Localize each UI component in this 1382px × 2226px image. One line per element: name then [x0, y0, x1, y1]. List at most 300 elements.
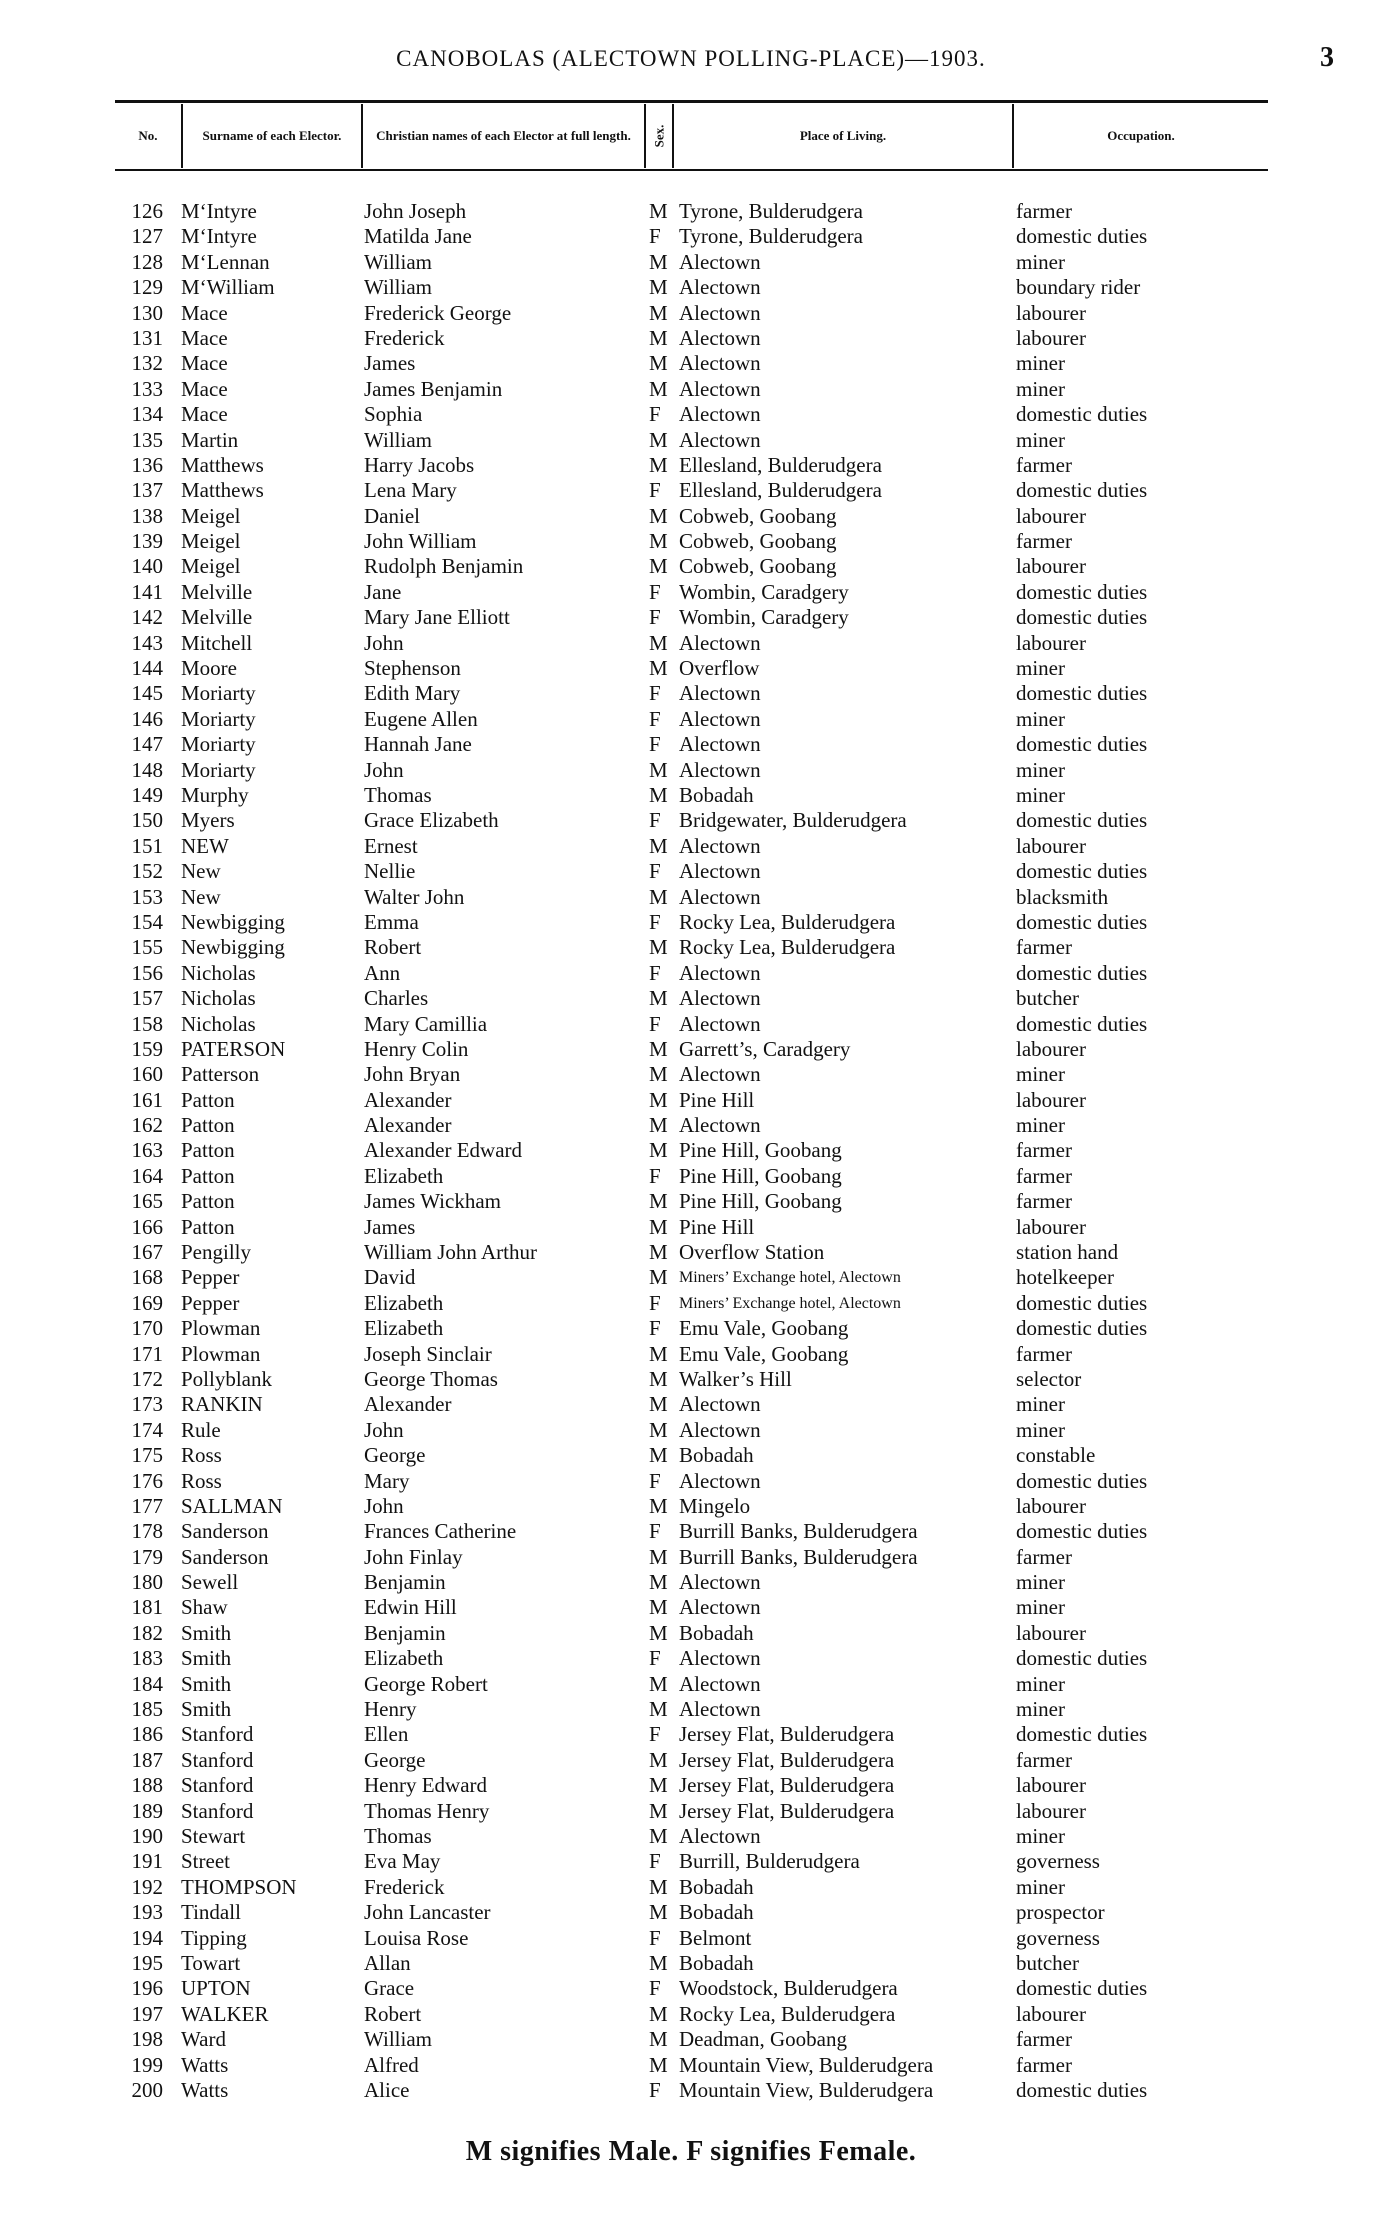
cell-christian-names: Harry Jacobs: [364, 452, 475, 477]
cell-no: 195: [131, 1950, 163, 1975]
column-header-place: Place of Living.: [674, 104, 1014, 168]
cell-occupation: labourer: [1016, 325, 1086, 350]
cell-occupation: domestic duties: [1016, 859, 1148, 884]
cell-sex: M: [649, 199, 668, 223]
cell-no: 145: [131, 681, 163, 706]
cell-christian-names: Louisa Rose: [364, 1925, 469, 1950]
cell-place: Jersey Flat, Bulderudgera: [679, 1773, 895, 1798]
cell-christian-names: Walter John: [364, 884, 465, 909]
cell-surname: Patton: [181, 1113, 235, 1138]
cell-no: 150: [131, 808, 163, 833]
cell-occupation: labourer: [1016, 1493, 1086, 1518]
cell-place: Mingelo: [679, 1493, 751, 1518]
cell-no: 130: [131, 300, 163, 325]
cell-sex: M: [649, 1697, 668, 1722]
cell-surname: Rule: [181, 1417, 221, 1442]
cell-no: 189: [131, 1798, 163, 1823]
cell-occupation: miner: [1016, 1570, 1065, 1595]
cell-no: 184: [131, 1671, 163, 1696]
cell-surname: Mace: [181, 376, 228, 401]
cell-surname: Newbigging: [181, 909, 285, 934]
cell-no: 157: [131, 986, 163, 1011]
table-row: [0, 986, 1382, 1011]
cell-sex: M: [649, 1671, 668, 1696]
cell-christian-names: Joseph Sinclair: [364, 1341, 492, 1366]
table-row: [0, 859, 1382, 884]
cell-christian-names: Nellie: [364, 859, 416, 884]
cell-occupation: domestic duties: [1016, 808, 1148, 833]
cell-surname: Stanford: [181, 1798, 254, 1823]
cell-occupation: farmer: [1016, 452, 1072, 477]
cell-christian-names: Alexander: [364, 1392, 452, 1417]
cell-occupation: governess: [1016, 1925, 1100, 1950]
cell-no: 159: [131, 1036, 163, 1061]
cell-christian-names: Lena Mary: [364, 478, 457, 503]
table-row: [0, 504, 1382, 529]
cell-occupation: prospector: [1016, 1900, 1105, 1925]
cell-sex: F: [649, 224, 661, 249]
cell-sex: F: [649, 859, 661, 884]
cell-surname: Moriarty: [181, 706, 256, 731]
table-row: [0, 1672, 1382, 1697]
cell-occupation: labourer: [1016, 1087, 1086, 1112]
cell-no: 186: [131, 1722, 163, 1747]
cell-christian-names: Emma: [364, 909, 419, 934]
cell-surname: Stewart: [181, 1824, 246, 1848]
cell-sex: M: [649, 1265, 668, 1290]
cell-place: Cobweb, Goobang: [679, 503, 837, 528]
table-row: [0, 1595, 1382, 1620]
cell-sex: F: [649, 1519, 661, 1544]
cell-sex: F: [649, 1468, 661, 1493]
cell-place: Burrill Banks, Bulderudgera: [679, 1519, 918, 1544]
table-row: [0, 935, 1382, 960]
cell-sex: M: [649, 1773, 668, 1798]
cell-christian-names: Charles: [364, 986, 429, 1011]
cell-christian-names: Thomas Henry: [364, 1798, 490, 1823]
cell-sex: M: [649, 1214, 668, 1239]
cell-place: Cobweb, Goobang: [679, 529, 837, 554]
cell-christian-names: Alice: [364, 2077, 410, 2102]
table-row: [0, 1494, 1382, 1519]
cell-place: Woodstock, Bulderudgera: [679, 1976, 898, 2001]
cell-christian-names: John Finlay: [364, 1544, 463, 1569]
elector-list: [0, 199, 1382, 2103]
table-row: [0, 554, 1382, 579]
cell-sex: M: [649, 2001, 668, 2026]
cell-christian-names: Ellen: [364, 1722, 409, 1747]
cell-occupation: domestic duties: [1016, 909, 1148, 934]
cell-place: Miners’ Exchange hotel, Alectown: [679, 1294, 901, 1312]
cell-place: Alectown: [679, 681, 761, 706]
cell-sex: M: [649, 1798, 668, 1823]
cell-place: Alectown: [679, 757, 761, 782]
cell-no: 174: [131, 1417, 163, 1442]
cell-occupation: miner: [1016, 1062, 1065, 1087]
cell-surname: Melville: [181, 605, 253, 630]
cell-christian-names: Robert: [364, 935, 422, 960]
cell-no: 175: [131, 1443, 163, 1468]
cell-surname: M‘Intyre: [181, 199, 257, 223]
cell-place: Alectown: [679, 1570, 761, 1595]
cell-place: Emu Vale, Goobang: [679, 1341, 849, 1366]
cell-occupation: domestic duties: [1016, 1646, 1148, 1671]
cell-surname: Ward: [181, 2027, 226, 2052]
cell-christian-names: John Lancaster: [364, 1900, 491, 1925]
cell-christian-names: Robert: [364, 2001, 422, 2026]
cell-sex: M: [649, 1824, 668, 1848]
cell-no: 153: [131, 884, 163, 909]
cell-christian-names: John: [364, 630, 404, 655]
cell-no: 182: [131, 1620, 163, 1645]
cell-no: 165: [131, 1189, 163, 1214]
cell-occupation: farmer: [1016, 199, 1072, 223]
cell-sex: M: [649, 782, 668, 807]
cell-surname: Matthews: [181, 478, 264, 503]
cell-place: Bobadah: [679, 1900, 754, 1925]
cell-no: 148: [131, 757, 163, 782]
cell-surname: Patton: [181, 1214, 235, 1239]
cell-surname: Stanford: [181, 1722, 254, 1747]
table-row: [0, 580, 1382, 605]
cell-sex: F: [649, 960, 661, 985]
cell-surname: Martin: [181, 427, 239, 452]
cell-place: Miners’ Exchange hotel, Alectown: [679, 1269, 901, 1287]
cell-surname: Stanford: [181, 1747, 254, 1772]
cell-no: 176: [131, 1468, 163, 1493]
cell-christian-names: James Wickham: [364, 1189, 501, 1214]
cell-sex: M: [649, 833, 668, 858]
cell-sex: F: [649, 1316, 661, 1341]
cell-no: 155: [131, 935, 163, 960]
cell-sex: F: [649, 1849, 661, 1874]
cell-occupation: butcher: [1016, 1950, 1079, 1975]
table-row: [0, 428, 1382, 453]
cell-occupation: miner: [1016, 1417, 1065, 1442]
cell-sex: M: [649, 503, 668, 528]
cell-christian-names: Thomas: [364, 782, 432, 807]
cell-occupation: labourer: [1016, 833, 1086, 858]
cell-christian-names: Elizabeth: [364, 1646, 444, 1671]
cell-occupation: miner: [1016, 427, 1065, 452]
cell-surname: Towart: [181, 1950, 241, 1975]
cell-surname: Watts: [181, 2077, 229, 2102]
cell-no: 171: [131, 1341, 163, 1366]
cell-occupation: miner: [1016, 1392, 1065, 1417]
cell-sex: M: [649, 1747, 668, 1772]
cell-christian-names: Edwin Hill: [364, 1595, 457, 1620]
cell-occupation: labourer: [1016, 503, 1086, 528]
cell-sex: M: [649, 986, 668, 1011]
cell-no: 152: [131, 859, 163, 884]
cell-sex: M: [649, 1443, 668, 1468]
cell-sex: F: [649, 1290, 661, 1315]
cell-no: 183: [131, 1646, 163, 1671]
cell-place: Alectown: [679, 1671, 761, 1696]
table-row: [0, 1697, 1382, 1722]
cell-no: 190: [131, 1824, 163, 1848]
header-top-rule: [115, 100, 1268, 103]
cell-sex: M: [649, 1874, 668, 1899]
cell-surname: Ross: [181, 1443, 222, 1468]
cell-place: Rocky Lea, Bulderudgera: [679, 909, 896, 934]
cell-sex: M: [649, 884, 668, 909]
cell-no: 135: [131, 427, 163, 452]
cell-surname: M‘Lennan: [181, 249, 270, 274]
cell-surname: Pollyblank: [181, 1366, 273, 1391]
table-row: [0, 1088, 1382, 1113]
cell-occupation: farmer: [1016, 1138, 1072, 1163]
cell-no: 131: [131, 325, 163, 350]
cell-place: Tyrone, Bulderudgera: [679, 224, 863, 249]
table-row: [0, 1748, 1382, 1773]
cell-sex: F: [649, 478, 661, 503]
cell-occupation: miner: [1016, 1113, 1065, 1138]
cell-surname: M‘William: [181, 275, 275, 300]
cell-christian-names: William: [364, 275, 432, 300]
cell-place: Alectown: [679, 884, 761, 909]
cell-occupation: farmer: [1016, 1544, 1072, 1569]
cell-sex: M: [649, 1544, 668, 1569]
table-row: [0, 605, 1382, 630]
cell-christian-names: Elizabeth: [364, 1316, 444, 1341]
cell-place: Rocky Lea, Bulderudgera: [679, 935, 896, 960]
cell-christian-names: Alexander: [364, 1087, 452, 1112]
table-row: [0, 1189, 1382, 1214]
column-header-surname: Surname of each Elector.: [183, 104, 363, 168]
cell-place: Bobadah: [679, 1443, 754, 1468]
cell-sex: M: [649, 529, 668, 554]
cell-sex: F: [649, 1011, 661, 1036]
cell-occupation: labourer: [1016, 2001, 1086, 2026]
cell-surname: WALKER: [181, 2001, 269, 2026]
cell-place: Alectown: [679, 300, 761, 325]
cell-occupation: domestic duties: [1016, 1011, 1148, 1036]
table-row: [0, 1849, 1382, 1874]
cell-occupation: boundary rider: [1016, 275, 1141, 300]
cell-surname: Smith: [181, 1697, 232, 1722]
cell-occupation: domestic duties: [1016, 579, 1148, 604]
cell-christian-names: William: [364, 427, 432, 452]
cell-occupation: labourer: [1016, 1214, 1086, 1239]
table-row: [0, 275, 1382, 300]
cell-no: 173: [131, 1392, 163, 1417]
page-number: 3: [1320, 42, 1334, 73]
cell-place: Bobadah: [679, 1620, 754, 1645]
cell-no: 132: [131, 351, 163, 376]
cell-christian-names: Frederick: [364, 1874, 445, 1899]
table-row: [0, 250, 1382, 275]
cell-surname: Meigel: [181, 529, 241, 554]
cell-surname: Smith: [181, 1671, 232, 1696]
cell-surname: Patton: [181, 1189, 235, 1214]
cell-surname: Plowman: [181, 1316, 261, 1341]
cell-occupation: farmer: [1016, 2027, 1072, 2052]
table-row: [0, 1900, 1382, 1925]
cell-no: 141: [131, 579, 163, 604]
cell-surname: Mace: [181, 402, 228, 427]
table-row: [0, 631, 1382, 656]
cell-no: 139: [131, 529, 163, 554]
cell-christian-names: Stephenson: [364, 656, 461, 681]
cell-no: 185: [131, 1697, 163, 1722]
cell-place: Pine Hill, Goobang: [679, 1163, 842, 1188]
cell-place: Alectown: [679, 1824, 761, 1848]
cell-christian-names: John: [364, 1417, 404, 1442]
cell-no: 168: [131, 1265, 163, 1290]
table-row: [0, 2053, 1382, 2078]
cell-sex: M: [649, 2052, 668, 2077]
table-row: [0, 910, 1382, 935]
cell-occupation: selector: [1016, 1366, 1082, 1391]
table-row: [0, 885, 1382, 910]
table-row: [0, 1722, 1382, 1747]
cell-christian-names: Matilda Jane: [364, 224, 472, 249]
column-header-occupation: Occupation.: [1107, 128, 1175, 143]
cell-occupation: farmer: [1016, 1341, 1072, 1366]
cell-place: Jersey Flat, Bulderudgera: [679, 1722, 895, 1747]
cell-no: 200: [131, 2077, 163, 2102]
table-row: [0, 1824, 1382, 1849]
cell-no: 158: [131, 1011, 163, 1036]
cell-sex: M: [649, 757, 668, 782]
cell-occupation: domestic duties: [1016, 1519, 1148, 1544]
cell-occupation: domestic duties: [1016, 1468, 1148, 1493]
cell-surname: Tindall: [181, 1900, 241, 1925]
cell-place: Burrill Banks, Bulderudgera: [679, 1544, 918, 1569]
cell-surname: RANKIN: [181, 1392, 263, 1417]
cell-place: Alectown: [679, 249, 761, 274]
table-row: [0, 402, 1382, 427]
cell-surname: Patton: [181, 1138, 235, 1163]
table-row: [0, 453, 1382, 478]
cell-surname: Pepper: [181, 1265, 240, 1290]
cell-place: Alectown: [679, 1417, 761, 1442]
table-row: [0, 707, 1382, 732]
cell-sex: M: [649, 1138, 668, 1163]
cell-occupation: labourer: [1016, 300, 1086, 325]
cell-christian-names: James Benjamin: [364, 376, 503, 401]
cell-occupation: domestic duties: [1016, 732, 1148, 757]
cell-no: 193: [131, 1900, 163, 1925]
cell-occupation: miner: [1016, 376, 1065, 401]
cell-no: 134: [131, 402, 163, 427]
cell-occupation: miner: [1016, 1874, 1065, 1899]
table-row: [0, 1926, 1382, 1951]
table-row: [0, 326, 1382, 351]
cell-surname: Pepper: [181, 1290, 240, 1315]
cell-no: 163: [131, 1138, 163, 1163]
table-row: [0, 529, 1382, 554]
cell-place: Wombin, Caradgery: [679, 605, 849, 630]
cell-place: Alectown: [679, 732, 761, 757]
cell-place: Bobadah: [679, 782, 754, 807]
table-row: [0, 961, 1382, 986]
cell-place: Mountain View, Bulderudgera: [679, 2077, 934, 2102]
table-row: [0, 1621, 1382, 1646]
cell-place: Alectown: [679, 1595, 761, 1620]
cell-place: Alectown: [679, 1392, 761, 1417]
cell-christian-names: Thomas: [364, 1824, 432, 1848]
column-header-no: No.: [115, 104, 183, 168]
cell-occupation: constable: [1016, 1443, 1096, 1468]
cell-surname: Melville: [181, 579, 253, 604]
cell-no: 133: [131, 376, 163, 401]
cell-surname: Mitchell: [181, 630, 253, 655]
cell-sex: M: [649, 1366, 668, 1391]
cell-no: 156: [131, 960, 163, 985]
cell-sex: M: [649, 1392, 668, 1417]
cell-place: Alectown: [679, 706, 761, 731]
cell-christian-names: Rudolph Benjamin: [364, 554, 524, 579]
cell-no: 196: [131, 1976, 163, 2001]
cell-place: Alectown: [679, 1646, 761, 1671]
cell-no: 187: [131, 1747, 163, 1772]
cell-christian-names: George: [364, 1443, 426, 1468]
cell-sex: M: [649, 1595, 668, 1620]
cell-surname: Myers: [181, 808, 235, 833]
table-row: [0, 1291, 1382, 1316]
cell-no: 180: [131, 1570, 163, 1595]
cell-surname: Smith: [181, 1646, 232, 1671]
cell-sex: F: [649, 706, 661, 731]
cell-christian-names: Benjamin: [364, 1570, 446, 1595]
cell-no: 192: [131, 1874, 163, 1899]
cell-christian-names: Sophia: [364, 402, 423, 427]
cell-christian-names: Ann: [364, 960, 401, 985]
cell-place: Alectown: [679, 986, 761, 1011]
cell-sex: F: [649, 1646, 661, 1671]
cell-occupation: miner: [1016, 351, 1065, 376]
cell-no: 154: [131, 909, 163, 934]
cell-surname: Smith: [181, 1620, 232, 1645]
cell-surname: Ross: [181, 1468, 222, 1493]
cell-surname: UPTON: [181, 1976, 251, 2001]
cell-place: Rocky Lea, Bulderudgera: [679, 2001, 896, 2026]
cell-no: 149: [131, 782, 163, 807]
cell-surname: Stanford: [181, 1773, 254, 1798]
cell-surname: Meigel: [181, 554, 241, 579]
cell-surname: Nicholas: [181, 1011, 256, 1036]
cell-christian-names: Elizabeth: [364, 1163, 444, 1188]
table-row: [0, 1113, 1382, 1138]
cell-sex: M: [649, 351, 668, 376]
cell-sex: F: [649, 808, 661, 833]
cell-surname: New: [181, 884, 221, 909]
table-row: [0, 1367, 1382, 1392]
cell-christian-names: George Robert: [364, 1671, 488, 1696]
cell-occupation: domestic duties: [1016, 681, 1148, 706]
table-row: [0, 1443, 1382, 1468]
cell-surname: Murphy: [181, 782, 249, 807]
cell-christian-names: Hannah Jane: [364, 732, 472, 757]
cell-christian-names: John William: [364, 529, 477, 554]
cell-occupation: labourer: [1016, 554, 1086, 579]
cell-no: 197: [131, 2001, 163, 2026]
cell-sex: M: [649, 1570, 668, 1595]
cell-place: Alectown: [679, 1113, 761, 1138]
table-row: [0, 808, 1382, 833]
cell-surname: Patterson: [181, 1062, 260, 1087]
table-row: [0, 301, 1382, 326]
cell-place: Alectown: [679, 960, 761, 985]
cell-sex: M: [649, 1341, 668, 1366]
cell-occupation: butcher: [1016, 986, 1079, 1011]
cell-occupation: domestic duties: [1016, 1976, 1148, 2001]
cell-no: 167: [131, 1240, 163, 1265]
cell-surname: New: [181, 859, 221, 884]
cell-no: 194: [131, 1925, 163, 1950]
